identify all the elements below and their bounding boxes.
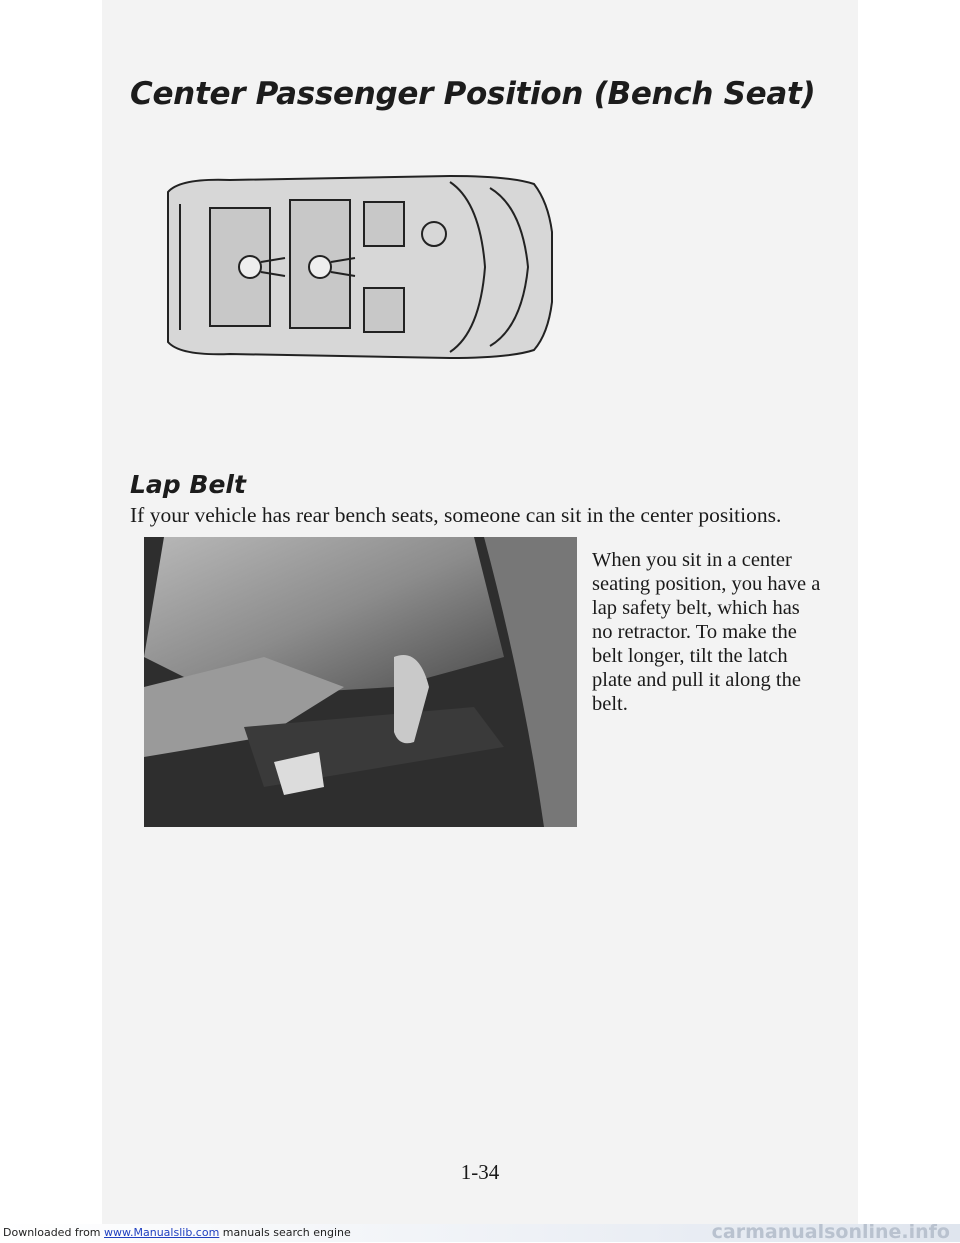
download-footer xyxy=(0,1221,960,1243)
page-title: Center Passenger Position (Bench Seat) xyxy=(130,76,816,112)
footer-text xyxy=(3,1226,351,1239)
body-paragraph: When you sit in a center seating position, you have a lap safety belt, which has no retractor. To make the belt longer, tilt the latch plate and pull it along the belt. xyxy=(592,549,821,715)
watermark: carmanualsonline.info xyxy=(711,1221,950,1243)
van-seating-diagram xyxy=(150,162,570,372)
section-heading: Lap Belt xyxy=(130,470,246,499)
footer-suffix: manuals search engine xyxy=(222,1226,351,1239)
lap-belt-photo xyxy=(144,537,577,827)
manualslib-link[interactable]: www.Manualslib.com xyxy=(104,1226,220,1239)
intro-paragraph: If your vehicle has rear bench seats, someone can sit in the center positions. xyxy=(130,503,782,527)
footer-prefix: Downloaded from xyxy=(3,1226,101,1239)
page-number: 1-34 xyxy=(460,1160,500,1184)
